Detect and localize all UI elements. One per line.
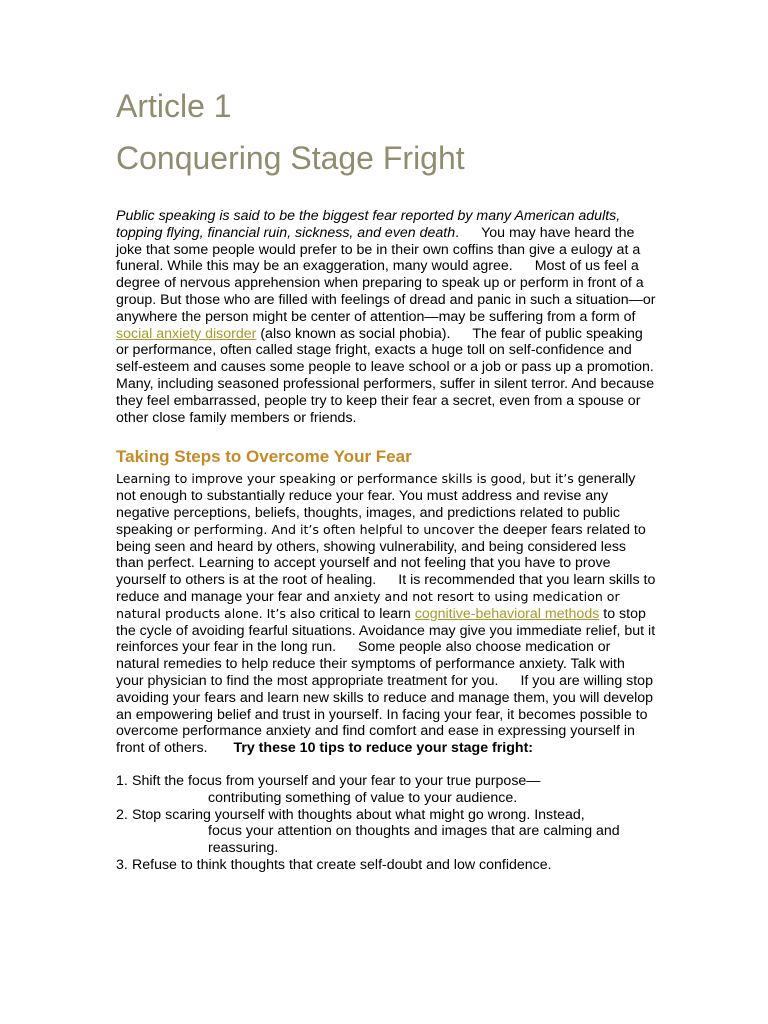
section-heading: Taking Steps to Overcome Your Fear <box>116 447 412 467</box>
tip-number: 3. <box>116 856 128 873</box>
intro-lead-period: . <box>455 224 460 241</box>
section-sentence-2: generally not enough to substantially reduce your fear. You must address and revise any negative perceptions, beliefs, thoughts, images, and predictions related to public speaking <box>116 471 636 538</box>
list-item <box>116 773 656 807</box>
tip-line-1: Refuse to think thoughts that create self-doubt and low confidence. <box>132 856 552 873</box>
section-sentence-3: or performing. And it’s often helpful to uncover the <box>176 521 500 537</box>
tip-line-1: Shift the focus from yourself and your fear to your true purpose— <box>132 772 541 789</box>
intro-part-2: Most of us feel a degree of nervous apprehension when preparing to speak up or perform in front of a group. But those who are filled with feelings of dread and panic in such a situation—or anywhere the person might be center of attention—may be suffering from a form of <box>116 258 656 325</box>
section-sentence-10: If you are willing stop avoiding your fears and learn new skills to reduce and manage them, you will develop an empowering belief and trust in yourself. In facing your fear, it becomes possible to overcome performance anxiety and find comfort and ease in expressing yourself in front of others. <box>116 672 654 757</box>
tip-rest: focus your attention on thoughts and images that are calming and reassuring. <box>208 823 620 857</box>
tip-number: 1. <box>116 772 128 789</box>
section-sentence-6: anxiety and not resort to using medication or natural products alone. It’s also <box>116 588 620 621</box>
intro-lead: Public speaking is said to be the biggest fear reported by many American adults, topping flying, financial ruin, sickness, and even death <box>116 208 621 241</box>
section-sentence-8: to stop the cycle of avoiding fearful situations. Avoidance may give you immediate relief, but it reinforces your fear in the long run. <box>116 605 656 656</box>
social-anxiety-link[interactable]: social anxiety disorder <box>116 325 257 342</box>
section-sentence-7: critical to learn <box>319 605 411 622</box>
list-item <box>116 857 656 874</box>
intro-part-4: The fear of public speaking or performance, often called stage fright, exacts a huge toll on self-confidence and self-esteem and causes some people to leave school or a job or pass up a promotion. Many, including seasoned professional performers, suffer in silent terror. And because they feel embarrassed, people try to keep their fear a secret, even from a spouse or other close family members or friends. <box>116 325 655 426</box>
intro-part-1: You may have heard the joke that some people would prefer to be in their own coffins than give a eulogy at a funeral. While this may be an exaggeration, many would agree. <box>116 224 641 275</box>
list-item <box>116 807 656 857</box>
article-label: Article 1 <box>116 88 232 124</box>
section-sentence-9: Some people also choose medication or natural remedies to help reduce their symptoms of performance anxiety. Talk with your physician to find the most appropriate treatment for you. <box>116 639 625 689</box>
section-paragraph <box>116 471 656 757</box>
intro-part-3: (also known as social phobia). <box>260 325 451 342</box>
tips-list <box>116 773 656 874</box>
cbt-link[interactable]: cognitive-behavioral methods <box>414 605 600 622</box>
tips-intro: Try these 10 tips to reduce your stage fright: <box>233 740 534 757</box>
tip-number: 2. <box>116 806 128 823</box>
intro-paragraph <box>116 208 656 426</box>
tip-line-1: Stop scaring yourself with thoughts about what might go wrong. Instead, <box>132 806 585 823</box>
section-sentence-4: deeper fears related to being seen and heard by others, showing vulnerability, and being considered less than perfect. Learning to accept yourself and not feeling that you have to prove yourself to others is at the root of healing. <box>116 521 646 589</box>
article-title: Conquering Stage Fright <box>116 140 465 176</box>
document-page <box>116 84 656 874</box>
section-sentence-1: Learning to improve your speaking or performance skills is good, but it’s <box>116 471 574 487</box>
tip-rest: contributing something of value to your audience. <box>208 789 518 806</box>
section-sentence-5: It is recommended that you learn skills to reduce and manage your fear and <box>116 572 656 605</box>
